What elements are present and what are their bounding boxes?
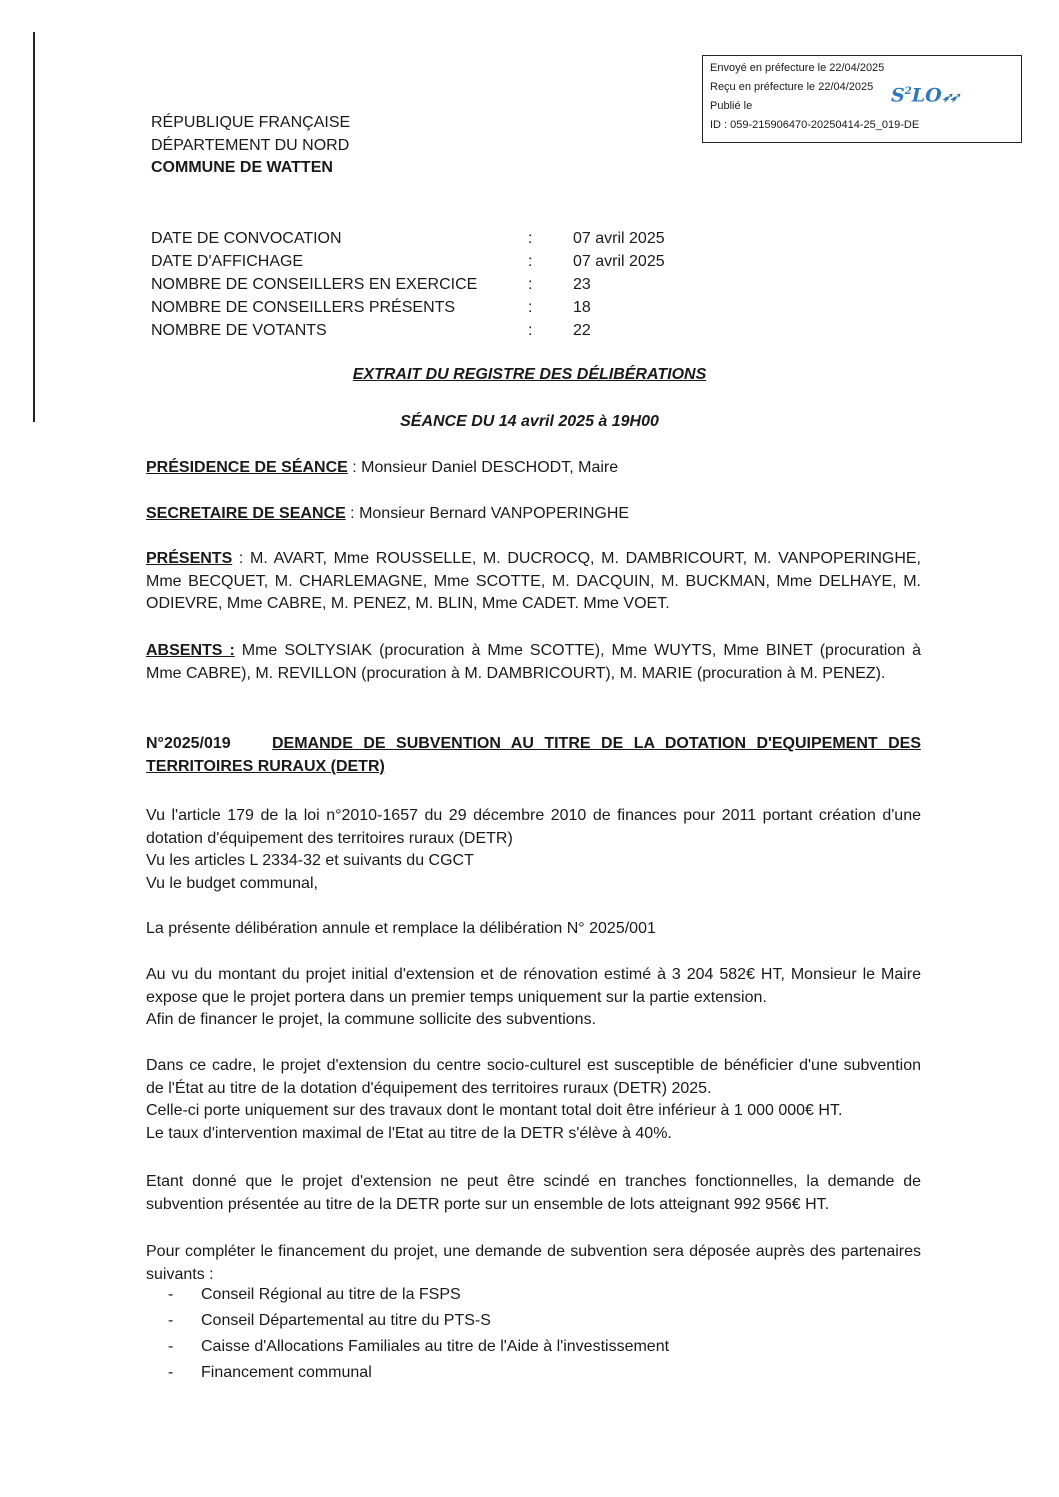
extract-title-text: EXTRAIT DU REGISTRE DES DÉLIBÉRATIONS: [352, 366, 707, 383]
partners-intro: Pour compléter le financement du projet, une demande de subvention sera déposée auprès des partenaires suivants :: [146, 1243, 921, 1283]
info-value: 22: [573, 322, 591, 339]
stamp-id: ID : 059-215906470-20250414-25_019-DE: [710, 119, 920, 131]
detr-paragraph: [146, 1055, 921, 1145]
presents-value: : M. AVART, Mme ROUSSELLE, M. DUCROCQ, M. DAMBRICOURT, M. VANPOPERINGHE, Mme BECQUET, M. CHARLEMAGNE, Mme SCOTTE, M. DACQUIN, M. BUCKMAN, Mme DELHAYE, M. ODIEVRE, Mme CABRE, M. PENEZ, M. BLIN, Mme CADET. Mme VOET.: [146, 550, 921, 612]
list-item: - Conseil Régional au titre de la FSPS: [168, 1282, 669, 1308]
info-label: NOMBRE DE CONSEILLERS PRÉSENTS: [151, 299, 456, 316]
list-item: - Conseil Départemental au titre du PTS-S: [168, 1308, 669, 1334]
document-header: [151, 112, 350, 180]
vu-cgct: Vu les articles L 2334-32 et suivants du CGCT: [146, 852, 474, 869]
stamp-published: Publié le: [710, 100, 753, 112]
secretaire-label: SECRETAIRE DE SEANCE: [146, 505, 346, 522]
deliberation-heading: [146, 733, 921, 778]
presidence-value: : Monsieur Daniel DESCHODT, Maire: [347, 459, 619, 476]
partners-list: [168, 1282, 669, 1386]
vu-article: Vu l'article 179 de la loi n°2010-1657 du 29 décembre 2010 de finances pour 2011 portant création d'une dotation d'équipement des territoires ruraux (DETR): [146, 807, 921, 847]
presidence-line: [146, 457, 921, 480]
absents-paragraph: [146, 640, 921, 685]
info-colon: :: [528, 322, 533, 339]
vu-budget: Vu le budget communal,: [146, 874, 318, 892]
detr-eligibility: Dans ce cadre, le projet d'extension du centre socio-culturel est susceptible de bénéficier d'une subvention de l'État au titre de la dotation d'équipement des territoires ruraux (DETR) 2025.: [146, 1057, 921, 1097]
info-colon: :: [528, 230, 533, 247]
info-row: [151, 227, 711, 250]
absents-label: ABSENTS :: [146, 642, 235, 659]
prefecture-stamp: [702, 55, 1022, 143]
project-paragraph: [146, 964, 921, 1032]
absents-value: Mme SOLTYSIAK (procuration à Mme SCOTTE), Mme WUYTS, Mme BINET (procuration à Mme CABRE), M. REVILLON (procuration à M. DAMBRICOURT), M. MARIE (procuration à M. PENEZ).: [146, 642, 921, 682]
detr-ceiling: Celle-ci porte uniquement sur des travaux dont le montant total doit être inférieur à 1 000 000€ HT.: [146, 1102, 843, 1119]
info-label: NOMBRE DE VOTANTS: [151, 322, 327, 339]
info-value: 18: [573, 299, 591, 316]
list-item: - Financement communal: [168, 1360, 669, 1386]
presents-label: PRÉSENTS: [146, 550, 233, 567]
stamp-sent: Envoyé en préfecture le 22/04/2025: [710, 62, 885, 74]
session-title: SÉANCE DU 14 avril 2025 à 19H00: [400, 413, 659, 430]
info-row: [151, 273, 711, 296]
session-info: [151, 227, 711, 342]
info-value: 07 avril 2025: [573, 230, 665, 247]
presents-paragraph: [146, 548, 921, 616]
info-colon: :: [528, 253, 533, 270]
deliberation-number: [146, 735, 272, 752]
annulment-paragraph: La présente délibération annule et remplace la délibération N° 2025/001: [146, 920, 656, 937]
extract-title: [0, 366, 1059, 384]
margin-line: [33, 32, 35, 422]
s2lo-logo: $S^2LO➶➶$: [891, 84, 958, 107]
info-value: 07 avril 2025: [573, 253, 665, 270]
info-row: [151, 250, 711, 273]
info-row: [151, 296, 711, 319]
info-value: 23: [573, 276, 591, 293]
secretaire-line: [146, 503, 921, 526]
info-label: DATE DE CONVOCATION: [151, 230, 342, 247]
deliberation-number-text: N°2025/019: [146, 735, 231, 752]
detr-rate: Le taux d'intervention maximal de l'Etat au titre de la DETR s'élève à 40%.: [146, 1124, 672, 1142]
legal-basis: [146, 805, 921, 895]
header-republic: RÉPUBLIQUE FRANÇAISE: [151, 114, 351, 131]
presidence-label: PRÉSIDENCE DE SÉANCE: [146, 459, 348, 476]
project-amount: Au vu du montant du projet initial d'extension et de rénovation estimé à 3 204 582€ HT, Monsieur le Maire expose que le projet portera dans un premier temps uniquement sur la partie extension.: [146, 966, 921, 1006]
header-commune: COMMUNE DE WATTEN: [151, 159, 333, 176]
info-row: [151, 319, 711, 342]
list-item: - Caisse d'Allocations Familiales au titre de l'Aide à l'investissement: [168, 1334, 669, 1360]
info-label: NOMBRE DE CONSEILLERS EN EXERCICE: [151, 276, 478, 293]
lots-paragraph: Etant donné que le projet d'extension ne peut être scindé en tranches fonctionnelles, la demande de subvention présentée au titre de la DETR porte sur un ensemble de lots atteignant 992 956€ HT.: [146, 1173, 921, 1213]
info-colon: :: [528, 299, 533, 316]
stamp-received: Reçu en préfecture le 22/04/2025: [710, 81, 874, 93]
secretaire-value: : Monsieur Bernard VANPOPERINGHE: [345, 505, 630, 522]
info-label: DATE D'AFFICHAGE: [151, 253, 304, 270]
deliberation-title: DEMANDE DE SUBVENTION AU TITRE DE LA DOTATION D'EQUIPEMENT DES TERRITOIRES RURAUX (DETR): [146, 735, 921, 775]
project-financing: Afin de financer le projet, la commune sollicite des subventions.: [146, 1011, 597, 1028]
info-colon: :: [528, 276, 533, 293]
header-department: DÉPARTEMENT DU NORD: [151, 136, 350, 154]
